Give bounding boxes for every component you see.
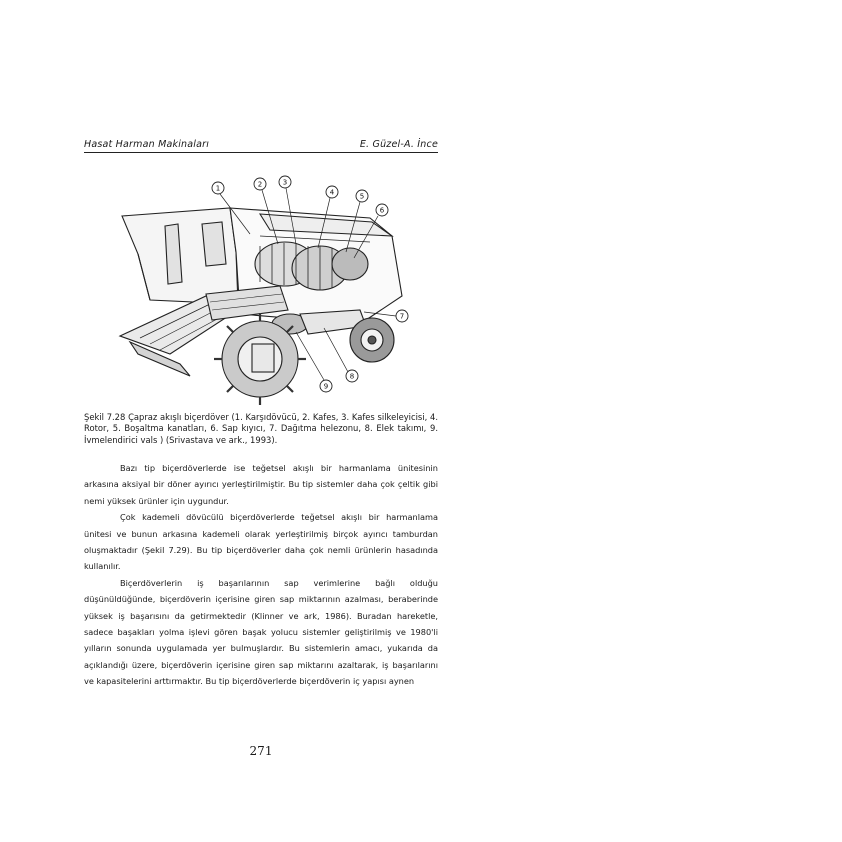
figure-callout-3: 3 <box>282 178 288 187</box>
figure-callout-8: 8 <box>349 372 355 381</box>
figure-callout-4: 4 <box>329 188 335 197</box>
paragraph-1: Bazı tip biçerdöverlerde ise teğetsel akışlı bir harmanlama ünitesinin arkasına aksiyal bir döner ayırıcı yerleştirilmiştir. Bu tip sistemler daha çok çeltik gibi nemi yüksek ürünler için uygundur. <box>84 463 438 506</box>
figure-callout-2: 2 <box>257 180 263 189</box>
figure-callout-9: 9 <box>323 382 329 391</box>
header-authors: E. Güzel-A. İnce <box>359 139 438 150</box>
figure-callout-6: 6 <box>379 206 385 215</box>
figure-callout-1: 1 <box>215 184 221 193</box>
paragraph-3: Biçerdöverlerin iş başarılarının sap verimlerine bağlı olduğu düşünüldüğünde, biçerdöverin içerisine giren sap miktarının azalması, beraberinde yüksek iş başarısını da getirmektedir (Klinner ve ark, 1986). Buradan hareketle, sadece başakları yolma işlevi gören başak yolucu sistemler geliştirilmiş ve 1980'li yılların sonunda uygulamada yer bulmuşlardır. Bu sistemlerin amacı, yukarıda da açıklandığı üzere, biçerdöverin içerisine giren sap miktarını azaltarak, iş başarılarını ve kapasitelerini arttırmaktır. Bu tip biçerdöverlerde biçerdöverin iç yapısı aynen <box>84 577 438 687</box>
running-header <box>84 138 438 153</box>
figure-caption: Şekil 7.28 Çapraz akışlı biçerdöver (1. Karşıdövücü, 2. Kafes, 3. Kafes silkeleyicisi, 4. Rotor, 5. Boşaltma kanatları, 6. Sap kıyıcı, 7. Dağıtma helezonu, 8. Elek takımı, 9. İvmelendirici vals ) (Srivastava ve ark., 1993). <box>84 412 438 445</box>
page-number: 271 <box>249 744 273 758</box>
figure-callout-5: 5 <box>359 192 365 201</box>
paragraph-2: Çok kademeli dövücülü biçerdöverlerde teğetsel akışlı bir harmanlama ünitesi ve bunun arkasına kademeli olarak yerleştirilmiş birçok ayırıcı tamburdan oluşmaktadır (Şekil 7.29). Bu tip biçerdöverler daha çok nemli ürünlerin hasadında kullanılır. <box>84 512 438 572</box>
header-book-title: Hasat Harman Makinaları <box>84 139 210 150</box>
combine-harvester-illustration <box>110 164 420 409</box>
figure-callout-7: 7 <box>399 312 405 321</box>
body-text <box>84 460 438 690</box>
combine-harvester-figure <box>110 164 420 409</box>
